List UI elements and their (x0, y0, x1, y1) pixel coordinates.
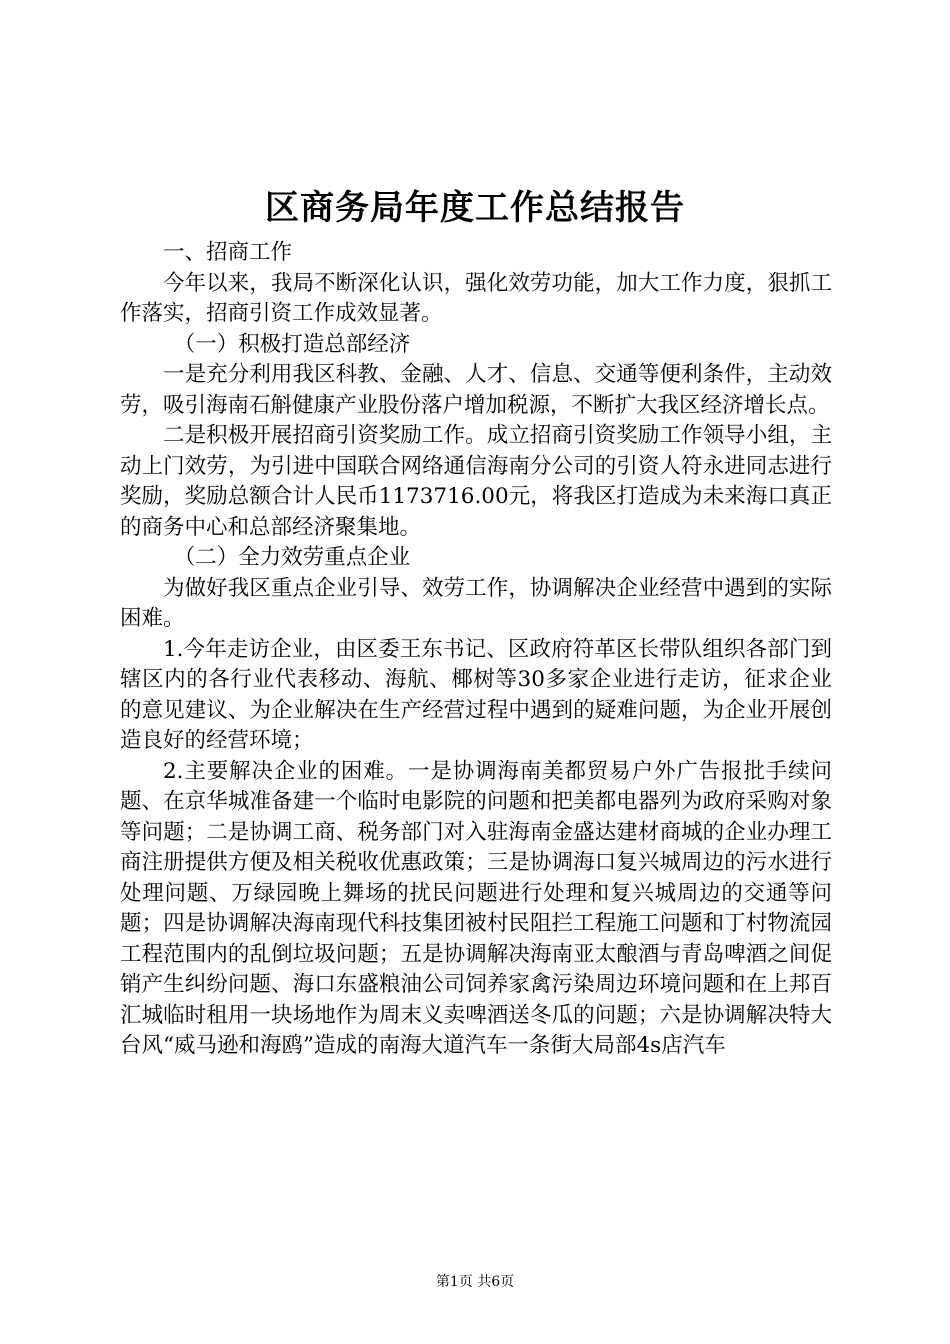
page-footer: 第1页 共6页 (435, 1274, 515, 1290)
paragraph: 今年以来，我局不断深化认识，强化效劳功能，加大工作力度，狠抓工作落实，招商引资工作成效显著。 (120, 270, 832, 326)
paragraph: 一是充分利用我区科教、金融、人才、信息、交通等便利条件，主动效劳，吸引海南石斛健康产业股份落户增加税源，不断扩大我区经济增长点。 (120, 362, 832, 418)
paragraph: 二是积极开展招商引资奖励工作。成立招商引资奖励工作领导小组，主动上门效劳，为引进中国联合网络通信海南分公司的引资人符永进同志进行奖励，奖励总额合计人民币1173716.00元，将我区打造成为未来海口真正的商务中心和总部经济聚集地。 (120, 423, 832, 540)
subsection-heading: （二）全力效劳重点企业 (173, 545, 411, 570)
paragraph: 1.今年走访企业，由区委王东书记、区政府符革区长带队组织各部门到辖区内的各行业代表移动、海航、椰树等30多家企业进行走访，征求企业的意见建议、为企业解决在生产经营过程中遇到的疑难问题，为企业开展创造良好的经营环境； (120, 636, 832, 753)
paragraph: 2.主要解决企业的困难。一是协调海南美都贸易户外广告报批手续问题、在京华城准备建一个临时电影院的问题和把美都电器列为政府采购对象等问题；二是协调工商、税务部门对入驻海南金盛达建材商城的企业办理工商注册提供方便及相关税收优惠政策；三是协调海口复兴城周边的污水进行处理问题、万绿园晚上舞场的扰民问题进行处理和复兴城周边的交通等问题；四是协调解决海南现代科技集团被村民阻拦工程施工问题和丁村物流园工程范围内的乱倒垃圾问题；五是协调解决海南亚太酿酒与青岛啤酒之间促销产生纠纷问题、海口东盛粮油公司饲养家禽污染周边环境问题和在上邦百汇城临时租用一块场地作为周末义卖啤酒送冬瓜的问题；六是协调解决特大台风“威马逊和海鸥”造成的南海大道汽车一条街大局部4s店汽车 (120, 758, 832, 1058)
document-title: 区商务局年度工作总结报告 (265, 188, 685, 228)
section-heading: 一、招商工作 (163, 240, 293, 265)
subsection-heading: （一）积极打造总部经济 (173, 331, 411, 357)
document-body (120, 238, 832, 1062)
paragraph: 为做好我区重点企业引导、效劳工作，协调解决企业经营中遇到的实际困难。 (120, 575, 832, 631)
